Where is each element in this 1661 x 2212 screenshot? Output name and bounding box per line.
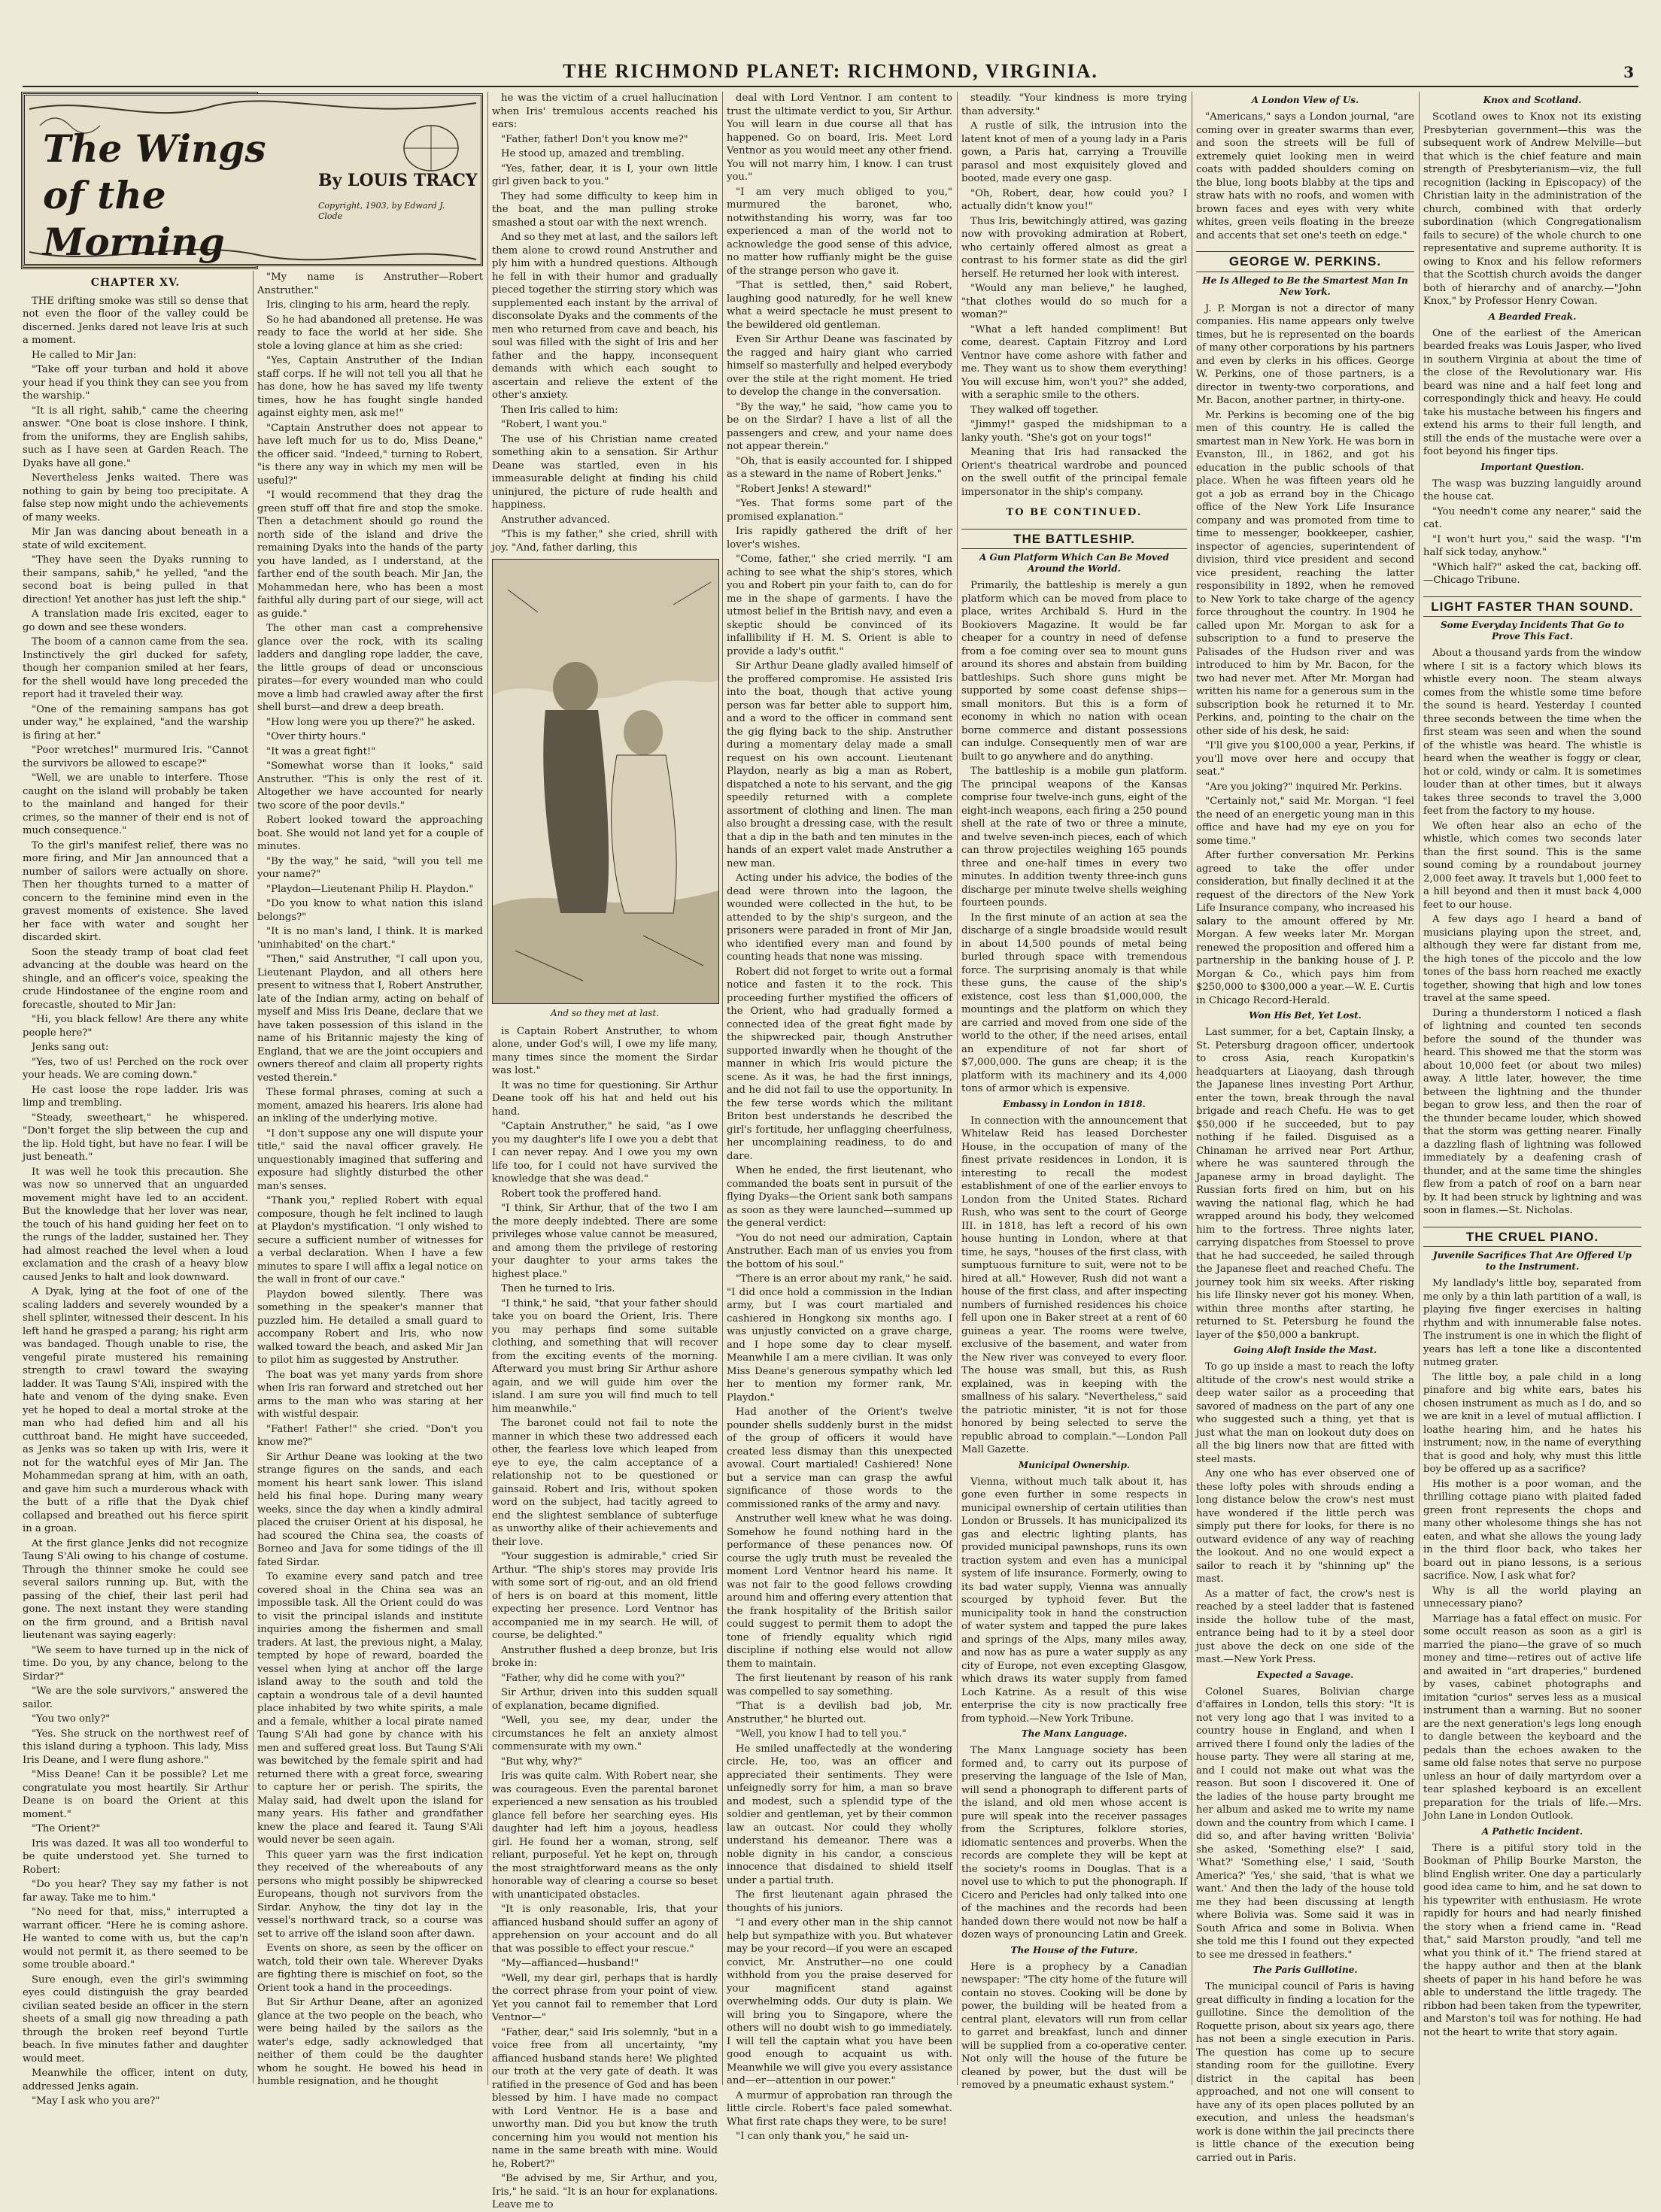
paragraph: Mir Jan was dancing about beneath in a state of wild excitement. xyxy=(23,526,248,551)
paragraph: "Captain Anstruther," he said, "as I owe you my daughter's life I owe you a debt that I can never repay. And I owe you my own life too, for I could not have survived the knowledge that she was dead." xyxy=(492,1121,718,1185)
paragraph: "Then," said Anstruther, "I call upon you, Lieutenant Playdon, and all others here present to witness that I, Robert Anstruther, late of the Indian army, acting on behalf of myself and Miss Iris Deane, declare that we have taken possession of this island in the name of his Britannic majesty the king of England, that we are the joint occupiers and owners thereof and claim all property rights vested therein." xyxy=(257,954,483,1084)
paragraph: It was well he took this precaution. She was now so unnerved that an unguarded movement might have led to an accident. But the knowledge that her lover was near, the touch of his hand guiding her feet on to the rungs of the ladder, sustained her. They had almost reached the level when a loud exclamation and the crash of a heavy blow caused Jenks to halt and look downward. xyxy=(23,1166,248,1283)
paragraph: There is a pitiful story told in the Bookman of Philip Bourke Marston, the blind English writer. One day a particularly good idea came to him, and he sat down to his typewriter with enthusiasm. He wrote rapidly for hours and had nearly finished the story when a friend came in. "Read that," said Marston proudly, "and tell me what you think of it." The friend stared at the happy author and then at the blank sheets of paper in his hand before he was able to understand the little tragedy. The ribbon had been taken from the typewriter, and Marston's toil was for nothing. He had not the heart to write that story again. xyxy=(1423,1842,1641,2038)
paragraph: "Yes. She struck on the northwest reef of this island during a typhoon. This lady, Miss Iris Deane, and I were flung ashore." xyxy=(23,1728,248,1766)
column-rule xyxy=(957,92,958,2085)
reunion-illustration-icon xyxy=(493,560,718,1003)
paragraph: "I don't suppose any one will dispute your title," said the naval officer gravely. He unquestionably imagined that suffering and exposure had slightly disturbed the other man's senses. xyxy=(257,1127,483,1192)
paragraph: "Playdon—Lieutenant Philip H. Playdon." xyxy=(266,883,474,895)
paragraph: "What a left handed compliment! But come, dearest. Captain Fitzroy and Lord Ventnor have come ashore with father and me. They want us to show them everything! You will excuse him, won't you?" she added, with a seraphic smile to the others. xyxy=(961,323,1187,401)
paragraph: "They have seen the Dyaks running to their sampans, sahib," he yelled, "and the second boat is being pulled in that direction! Yet another has just left the ship." xyxy=(23,554,248,605)
paragraph: "Hi, you black fellow! Are there any white people here?" xyxy=(23,1014,248,1039)
paragraph: "Do you know to what nation this island belongs?" xyxy=(257,898,483,923)
paragraph: To examine every sand patch and tree covered shoal in the China sea was an impossible task. All the Orient could do was to visit the principal islands and institute inquiries among the fishermen and small traders. At last, the previous night, a Malay, tempted by hope of reward, boarded the vessel when lying at anchor off the large island away to the south and told the captain a wondrous tale of a devil haunted place inhabited by two white spirits, a male and a female, whither a local pirate named Taung S'Ali had gone by chance with his men and suffered great loss. But Taung S'Ali was bewitched by the female spirit and had returned there with a great force, swearing to capture her or perish. The spirits, the Malay said, had dwelt upon the island for many years. His father and grandfather knew the place and feared it. Taung S'Ali would never be seen again. xyxy=(257,1571,483,1846)
paragraph: So he had abandoned all pretense. He was ready to face the world at her side. She stole a loving glance at him as she cried: xyxy=(257,314,483,352)
paragraph: Iris, clinging to his arm, heard the reply. xyxy=(266,299,470,311)
guillotine-text xyxy=(1196,1980,1414,2165)
paragraph: "But why, why?" xyxy=(501,1755,582,1767)
paragraph: "Certainly not," said Mr. Morgan. "I feel the need of an energetic young man in this office and have had my eye on you for some time." xyxy=(1196,796,1414,847)
paragraph: "How long were you up there?" he asked. xyxy=(266,716,475,728)
serial-col1-text xyxy=(23,295,248,2108)
paragraph: Even Sir Arthur Deane was fascinated by the ragged and hairy giant who carried himself so masterfully and helped everybody over the stile at the right moment. He tried to develop the change in the conversation. xyxy=(727,334,952,398)
pathetic-title: A Pathetic Incident. xyxy=(1481,1825,1584,1837)
paragraph: The battleship is a mobile gun platform. The principal weapons of the Kansas comprise four twelve-inch guns, eight of the eight-inch weapons, each firing a 250 pound shell at the rate of two or three a minute, and twelve seven-inch pieces, each of which can throw projectiles weighing 165 pounds three and one-half times in every two minutes. In addition twenty three-inch guns discharge per minute twelve shells weighing fourteen pounds. xyxy=(961,766,1187,909)
serial-col2-text xyxy=(257,271,483,2089)
paragraph: "Come, father," she cried merrily. "I am aching to see what the ship's stores, which you and Robert pin your faith to, can do for me in the shape of garments. I have the utmost belief in the British navy, and even a skeptic should be convinced of its infallibility if H. M. S. Orient is able to provide a lady's outfit." xyxy=(727,554,952,657)
paragraph: "No need for that, miss," interrupted a warrant officer. "Here he is coming ashore. He wanted to come with us, but the cap'n would not permit it, as there seemed to be some trouble aboard." xyxy=(23,1907,248,1971)
paragraph: The use of his Christian name created something akin to a sensation. Sir Arthur Deane was startled, even in his immeasurable delight at finding his child uninjured, the picture of rude health and happiness. xyxy=(492,433,718,511)
guillotine-title: The Paris Guillotine. xyxy=(1253,1965,1358,1975)
paragraph: A rustle of silk, the intrusion into the latent knot of men of a young lady in a Paris gown, a Paris hat, carrying a Trouville parasol and most exquisitely gloved and booted, made every one gasp. xyxy=(961,120,1187,184)
serial-column-3 xyxy=(492,92,718,2210)
paragraph: Iris rapidly gathered the drift of her lover's wishes. xyxy=(727,526,952,551)
question-text xyxy=(1423,478,1641,587)
paragraph: Sir Arthur Deane gladly availed himself of the proffered compromise. He assisted Iris into the boat, though that active young person was far better able to support him, and a word to the officer in command sent the gig flying back to the ship. Anstruther during a momentary delay made a small request on his own account. Lieutenant Playdon, nearly as big a man as Robert, dispatched a note to his servant, and the gig speedily returned with a complete assortment of clothing and linen. The man also brought a dressing case, with the result that a dip in the bath and ten minutes in the hands of an expert valet made Anstruther a new man. xyxy=(727,660,952,869)
paragraph: "One of the remaining sampans has got under way," he explained, "and the warship is firing at her." xyxy=(23,703,248,742)
paragraph: "It is only reasonable, Iris, that your affianced husband should suffer an agony of apprehension on your account and do all that was possible to effect your rescue." xyxy=(492,1904,718,1955)
masthead-title: THE RICHMOND PLANET: RICHMOND, VIRGINIA. xyxy=(563,60,1098,82)
paragraph: The wasp was buzzing languidly around the house cat. xyxy=(1423,478,1641,502)
paragraph: He called to Mir Jan: xyxy=(32,349,137,361)
paragraph: They had some difficulty to keep him in the boat, and the man pulling stroke smashed a stout oar with the next wrench. xyxy=(492,190,718,229)
paragraph: During a thunderstorm I noticed a flash of lightning and counted ten seconds before the sound of the thunder was heard. This showed me that the storm was about 10,000 feet (or about two miles) away. A little later, however, the time between the lightning and the thunder began to grow less, and then the roar of the thunder became louder, which showed that the storm was getting nearer. Finally a dazzling flash of lightning was followed immediately by a deafening crash of thunder, and at the same time the shingles flew from a patch of roof on a barn near by. It had been struck by lightning and was soon in flames.—St. Nicholas. xyxy=(1423,1007,1641,1216)
paragraph: "You do not need our admiration, Captain Anstruther. Each man of us envies you from the bottom of his soul." xyxy=(727,1232,952,1270)
pathetic-text xyxy=(1423,1842,1641,2040)
paragraph: The boom of a cannon came from the sea. Instinctively the girl ducked for safety, though her companion smiled at her fears, for the shell would have long preceded the report had it traveled their way. xyxy=(23,636,248,700)
paragraph: They walked off together. xyxy=(970,404,1099,416)
serial-headline-panel xyxy=(23,93,483,266)
paragraph: Any one who has ever observed one of these lofty poles with shrouds ending a long distance below the crow's nest must have wondered if the little perch was simply put there for looks, for there is no outward evidence of any way of reaching the lookout. And no one would expect a sailor to reach it by "shinning up" the mast. xyxy=(1196,1468,1414,1585)
paragraph: Sir Arthur, driven into this sudden squall of explanation, became dignified. xyxy=(492,1687,718,1712)
london-view-title: A London View of Us. xyxy=(1251,95,1359,105)
paragraph: "Jimmy!" gasped the midshipman to a lanky youth. "She's got on your togs!" xyxy=(961,419,1187,444)
paragraph: "Are you joking?" inquired Mr. Perkins. xyxy=(1205,781,1402,793)
paragraph: After further conversation Mr. Perkins agreed to take the offer under consideration, but finally declined it at the request of the directors of the New York Life Insurance company, who increased his salary to the amount offered by Mr. Morgan. A few weeks later Mr. Morgan renewed the proposition and offered him a partnership in the banking house of J. P. Morgan & Co., which pays him from $250,000 to $300,000 a year.—W. E. Curtis in Chicago Record-Herald. xyxy=(1196,850,1414,1006)
paragraph: "Miss Deane! Can it be possible? Let me congratulate you most heartily. Sir Arthur Deane is on board the Orient at this moment." xyxy=(23,1769,248,1820)
paragraph: deal with Lord Ventnor. I am content to trust the ultimate verdict to you, Sir Arthur. You will learn in due course all that has happened. Go on board, Iris. Meet Lord Ventnor as you would meet any other friend. You will not marry him, I know. I can trust you." xyxy=(727,93,952,183)
column-6 xyxy=(1196,92,1414,2164)
serial-column-1 xyxy=(23,271,248,2107)
paragraph: The baronet could not fail to note the manner in which these two addressed each other, the fearless love which leaped from eye to eye, the calm acceptance of a relationship not to be questioned or gainsaid. Robert and Iris, without spoken word on the subject, had tacitly agreed to end the slightest semblance of subterfuge as unworthy alike of their achievements and their love. xyxy=(492,1418,718,1548)
paragraph: A translation made Iris excited, eager to go down and see these wonders. xyxy=(23,608,248,633)
paragraph: Jenks sang out: xyxy=(32,1042,109,1053)
paragraph: "My—affianced—husband!" xyxy=(501,1958,639,1969)
paragraph: "Captain Anstruther does not appear to have left much for us to do, Miss Deane," the officer said. "Indeed," turning to Robert, "is there any way in which my men will be useful?" xyxy=(257,422,483,487)
paragraph: Iris was quite calm. With Robert near, she was courageous. Even the parental baronet experienced a new sensation as his troubled glance fell before her searching eyes. His daughter had left him a joyous, headless girl. He found her a woman, strong, self reliant, purposeful. Yet he kept on, through the most straightforward means as the only honorable way of clearing a course so beset with unanticipated obstacles. xyxy=(492,1771,718,1901)
paragraph: steadily. "Your kindness is more trying than adversity." xyxy=(961,93,1187,117)
paragraph: "Well, you see, my dear, under the circumstances he felt an anxiety almost commensurate with my own." xyxy=(492,1715,718,1752)
paragraph: "Yes, two of us! Perched on the rock over your heads. We are coming down." xyxy=(23,1056,248,1081)
paragraph: In the first minute of an action at sea the discharge of a single broadside would result in about 14,500 pounds of metal being burled through space with tremendous force. The surprising anomaly is that while these guns, the cause of the ship's existence, cost less than $1,000,000, the mountings and the platform on which they are carried and moved from one side of the world to the other, if the need arises, entail an expenditure of not far short of $7,000,000. The guns are cheap; it is the platform with its machinery and its 4,000 tons of armor which is expensive. xyxy=(961,912,1187,1094)
serial-col4-text xyxy=(727,92,952,2144)
paragraph: "I can only thank you," he said un- xyxy=(736,2131,909,2142)
paragraph: "Americans," says a London journal, "are coming over in greater swarms than ever, and soon the streets will be full of extremely quiet looking men in weird coats with padded shoulders coming on the blue, long boots blabby at the tips and straw hats with no roofs, and women with brown faces and eyes with very white whites, green veils floating in the breeze and accents that set one's teeth on edge." xyxy=(1196,111,1414,241)
paragraph: When he ended, the first lieutenant, who commanded the boats sent in pursuit of the flying Dyaks—the Orient sank both sampans as soon as they were launched—summed up the general verdict: xyxy=(727,1165,952,1229)
perkins-title: GEORGE W. PERKINS. xyxy=(1196,251,1414,272)
paragraph: The first lieutenant by reason of his rank was compelled to say something. xyxy=(727,1673,952,1698)
paragraph: He smiled unaffectedly at the wondering circle. He, too, was an officer and appreciated their sentiments. They were unfeignedly sorry for him, a man so brave and modest, such a splendid type of the soldier and gentleman, yet by their common law an outcast. Nor could they wholly understand his demeanor. There was a noble dignity in his candor, a conscious innocence that disdained to shield itself under a partial truth. xyxy=(727,1743,952,1886)
paragraph: He stood up, amazed and trembling. xyxy=(501,148,685,159)
chapter-heading: CHAPTER XV. xyxy=(90,277,181,289)
paragraph: Here is a prophecy by a Canadian newspaper: "The city home of the future will contain no stoves. Cooking will be done by power, the building will be heated from a central plant, elevators will run from cellar to garret and breakfast, lunch and dinner will be supplied from a co-operative center. Not only will the house of the future be cleaned by power, but the dust will be removed by a pneumatic exhaust system." xyxy=(961,1961,1187,2091)
paragraph: "I think," he said, "that your father should take you on board the Orient, Iris. There you may perhaps find some suitable clothing, and something that will recover from the exciting events of the morning. Afterward you must bring Sir Arthur ashore again, and we will guide him over the island. I am sure you will find much to tell him meanwhile." xyxy=(492,1297,718,1415)
serial-col3-bottom-text xyxy=(492,1025,718,2212)
piano-subtitle: Juvenile Sacrifices That Are Offered Up to the Instrument. xyxy=(1433,1250,1632,1272)
paragraph: But Sir Arthur Deane, after an agonized glance at the two people on the beach, who were being hailed by the sailors as the water's edge, sadly acknowledged that neither of them could be the daughter whom he sought. He bowed his head in humble resignation, and he thought xyxy=(257,1997,483,2087)
paragraph: "Do you hear? They say my father is not far away. Take me to him." xyxy=(23,1879,248,1904)
battleship-text xyxy=(961,579,1187,1096)
manx-title: The Manx Language. xyxy=(1021,1728,1128,1739)
perkins-subtitle: He Is Alleged to Be the Smartest Man In New York. xyxy=(1202,275,1408,297)
paragraph: "Well, my dear girl, perhaps that is hardly the correct phrase from your point of view. Yet you cannot fail to remember that Lord Ventnor—" xyxy=(492,1972,718,2023)
column-rule xyxy=(253,271,254,2083)
paragraph: The first lieutenant again phrased the thoughts of his juniors. xyxy=(727,1889,952,1914)
paragraph: His mother is a poor woman, and the thrilling cottage piano with plaited faded green front represents the chops and many other wholesome things she has not eaten, and what she allows the young lady in the third floor back, who takes her board out in piano lessons, is a serious sacrifice. Now, I ask what for? xyxy=(1423,1478,1641,1582)
paragraph: "By the way," he said, "how came you to be on the Sirdar? I have a list of all the passengers and crew, and your name does not appear therein." xyxy=(727,401,952,452)
paragraph: he was the victim of a cruel hallucination when Iris' tremulous accents reached his ears: xyxy=(492,93,718,130)
paragraph: "My name is Anstruther—Robert Anstruther." xyxy=(257,272,483,296)
serial-title: The Wings of the Morning xyxy=(43,126,266,264)
paragraph: "Yes, father, dear, it is I, your own little girl given back to you." xyxy=(492,162,718,187)
paragraph: Meaning that Iris had ransacked the Orient's theatrical wardrobe and pounced on the swell outfit of the principal female impersonator in the ship's company. xyxy=(961,447,1187,498)
paragraph: Why is all the world playing an unnecessary piano? xyxy=(1423,1585,1641,1610)
illustration-caption: And so they met at last. xyxy=(550,1008,660,1018)
embassy-text xyxy=(961,1115,1187,1457)
paragraph: "It is all right, sahib," came the cheering answer. "One boat is close inshore. I think, from the uniforms, they are English sahibs, such as I have seen at Garden Reach. The Dyaks have all gone." xyxy=(23,405,248,469)
paragraph: "I and every other man in the ship cannot help but sympathize with you. But whatever may be your record—if you were an escaped convict, Mr. Anstruther—no one could withhold from you the praise deserved for your magnificent stand against overwhelming odds. Our duty is plain. We will bring you to Singapore, where the others will no doubt wish to go immediately. I will tell the captain what you have been good enough to acquaint us with. Meanwhile we will give you every assistance and—er—attention in our power." xyxy=(727,1917,952,2086)
paragraph: "I think, Sir Arthur, that of the two I am the more deeply indebted. There are some privileges whose value cannot be measured, and among them the privilege of restoring your daughter to your arms takes the highest place." xyxy=(492,1203,718,1280)
page-number: 3 xyxy=(1623,63,1634,81)
paragraph: is Captain Robert Anstruther, to whom alone, under God's will, I owe my life many, many times since the moment the Sirdar was lost." xyxy=(492,1025,718,1076)
paragraph: "Yes. That forms some part of the promised explanation." xyxy=(727,498,952,523)
paragraph: The other man cast a comprehensive glance over the rock, with its scaling ladders and dangling rope ladder, the cave, the little groups of dead or unconscious pirates—for every wounded man who could move a limb had crawled away after the first shell burst—and drew a deep breath. xyxy=(257,623,483,713)
paragraph: The boat was yet many yards from shore when Iris ran forward and stretched out her arms to the man who was staring at her with wistful despair. xyxy=(257,1369,483,1420)
sound-title: LIGHT FASTER THAN SOUND. xyxy=(1423,596,1641,617)
paragraph: About a thousand yards from the window where I sit is a factory which blows its whistle every noon. The steam always comes from the whistle some time before the sound is heard. Yesterday I counted three seconds between the time when the first steam was seen and when the sound of the whistle was heard. The whistle is heard when the weather is foggy or clear, hot or cold, windy or calm. It is sometimes louder than at other times, but it always takes three seconds to travel the 3,000 feet from the factory to my house. xyxy=(1423,648,1641,817)
paragraph: Anstruther flushed a deep bronze, but Iris broke in: xyxy=(492,1644,718,1669)
paragraph: "Over thirty hours." xyxy=(266,731,366,742)
to-be-continued: TO BE CONTINUED. xyxy=(1006,507,1143,518)
paragraph: A murmur of approbation ran through the little circle. Robert's face paled somewhat. What first rate chaps they were, to be sure! xyxy=(727,2089,952,2128)
mast-text xyxy=(1196,1361,1414,1667)
paragraph: Acting under his advice, the bodies of the dead were thrown into the lagoon, the wounded were collected in the hut, to be attended to by the ship's surgeon, and the prisoners were paraded in front of Mir Jan, who identified every man and found by counting heads that none was missing. xyxy=(727,872,952,963)
paragraph: "That is a devilish bad job, Mr. Anstruther," he blurted out. xyxy=(727,1701,952,1725)
paragraph: "It is no man's land, I think. It is marked 'uninhabited' on the chart." xyxy=(257,926,483,951)
paragraph: The municipal council of Paris is having great difficulty in finding a location for the guillotine. Since the demolition of the Roquette prison, about six years ago, there has not been a single execution in Paris. The question has come up to secure standing room for the guillotine. Every district in the capital has been approached, and not one will consent to have any of its open places polluted by an execution, and unless the headsman's work is done within the jail precincts there is little chance of the execution being carried out in Paris. xyxy=(1196,1981,1414,2164)
paragraph: "Father, father! Don't you know me?" xyxy=(501,133,688,145)
paragraph: Sir Arthur Deane was looking at the two strange figures on the sands, and each moment his heart sank lower. This island held his final hope. During many weary weeks, since the day when a kindly admiral placed the cruiser Orient at his disposal, he had scoured the China sea, the coasts of Borneo and Java for some tidings of the ill fated Sirdar. xyxy=(257,1451,483,1568)
paragraph: "Father! Father!" she cried. "Don't you know me?" xyxy=(257,1423,483,1448)
paragraph: The little boy, a pale child in a long pinafore and big white ears, bates his chosen instrument as much as I do, and so we are knit in a level of mutual affliction. I loathe hearing him, and he hates his instrument; now, in the name of everything that is good and holy, why must this little boy be offered up as a sacrifice? xyxy=(1423,1371,1641,1475)
paragraph: Mr. Perkins is becoming one of the big men of this country. He is called the smartest man in New York. He was born in Evanston, Ill., in 1862, and got his education in the public schools of that place. When he was fifteen years old he got a job as errand boy in the Chicago office of the New York Life Insurance company and was promoted from time to time to messenger, bookkeeper, cashier, inspector of agencies, superintendent of division, third vice president and second vice president, reaching the latter responsibility in 1892, when he removed to New York to take charge of the agency force throughout the country. In 1904 he called upon Mr. Morgan to ask for a subscription to a fund to preserve the Palisades of the Hudson river and was introduced to him by Mr. Bacon, for the two had never met. After Mr. Morgan had written his name for a generous sum in the subscription book he returned it to Mr. Perkins, and, pointing to the chair on the other side of his desk, he said: xyxy=(1196,409,1414,737)
mast-title: Going Aloft Inside the Mast. xyxy=(1233,1345,1377,1355)
paragraph: Anstruther advanced. xyxy=(501,514,610,526)
serial-author: By LOUIS TRACY xyxy=(318,171,478,190)
sound-text xyxy=(1423,647,1641,1218)
paragraph: We often hear also an echo of the whistle, which comes two seconds later than the first sound. This is the same sound coming by a roundabout journey 2,000 feet away. It travels but 1,000 feet to a hill beyond and then it must back 4,000 feet to our house. xyxy=(1423,820,1641,911)
paragraph: A few days ago I heard a band of musicians playing upon the street, and, although they were far distant from me, the high tones of the piccolo and the low tones of the bass horn reached me exactly together, showing that high and low tones travel at the same speed. xyxy=(1423,914,1641,1004)
paragraph: "Thank you," replied Robert with equal composure, though he felt inclined to laugh at Playdon's mystification. "I only wished to secure a sufficient number of witnesses for a verbal declaration. When I have a few minutes to spare I will affix a legal notice on the wall in front of our cave." xyxy=(257,1195,483,1285)
perkins-text xyxy=(1196,302,1414,1008)
paragraph: Playdon bowed silently. There was something in the speaker's manner that puzzled him. He detailed a small guard to accompany Robert and Iris, who now walked toward the beach, and asked Mir Jan to pilot him as suggested by Anstruther. xyxy=(257,1288,483,1366)
paragraph: "This is my father," she cried, shrill with joy. "And, father darling, this xyxy=(492,529,718,554)
masthead xyxy=(23,45,1638,87)
battleship-subtitle: A Gun Platform Which Can Be Moved Around the World. xyxy=(979,552,1170,574)
paragraph: My landlady's little boy, separated from me only by a thin lath partition of a wall, is playing five finger exercises in halting rhythm and with innumerable false notes. The instrument is one in which the flight of years has left a tone like a discontented nutmeg grater. xyxy=(1423,1278,1641,1368)
paragraph: "Father, dear," said Iris solemnly, "but in a voice free from all uncertainty, "my affianced husband stands here! We plighted our troth at the very gate of death. It was ratified in the presence of God and has been blessed by him. I have made no compact with Lord Ventnor. He is a base and unworthy man. Did you but know the truth concerning him you would not mention his name in the same breath with mine. Would he, Robert?" xyxy=(492,2026,718,2170)
paragraph: Robert did not forget to write out a formal notice and fasten it to the rock. This proceeding further mystified the officers of the Orient, who had gradually formed a connected idea of the great fight made by the shipwrecked pair, though Anstruther supported inwardly when he thought of the manner in which Iris would picture the scene. As it was, he had the first innings, and he did not fail to use the opportunity. In the few terse words which the militant Briton best understands he described the girl's fortitude, her unflagging cheerfulness, her uncomplaining readiness, to do and dare. xyxy=(727,966,952,1162)
serial-col5-text xyxy=(961,92,1187,499)
paragraph: Robert looked toward the approaching boat. She would not land yet for a couple of minutes. xyxy=(257,815,483,852)
paragraph: Marriage has a fatal effect on music. For some occult reason as soon as a girl is married the piano—the grave of so much money and time—retires out of active life and awaited in "art draperies," burdened by vases, cabinet photographs and imitation "curios" serves less as a musical instrument than a warning. But no sooner are the next generation's legs long enough to dangle between the keyboard and the pedals than the echoes awaken to the same old false notes that serve no purpose unless an hour of daily martyrdom over a tear splashed keyboard is an excellent preparation for the trials of life.—Mrs. John Lane in London Outlook. xyxy=(1423,1613,1641,1822)
column-7 xyxy=(1423,92,1641,2085)
paragraph: "Take off your turban and hold it above your head if you think they can see you from the warship." xyxy=(23,364,248,402)
paragraph: And so they met at last, and the sailors left them alone to crowd round Anstruther and ply him with a hundred questions. Although he fell in with their humor and gradually pieced together the stirring story which was supplemented each instant by the arrival of disconsolate Dyaks and the comments of the men who returned from cave and beach, his soul was filled with the sight of Iris and her father and the happy, inconsequent demands with which each sought to ascertain and relieve the extent of the other's anxiety. xyxy=(492,232,718,401)
paragraph: "Your suggestion is admirable," cried Sir Arthur. "The ship's stores may provide Iris with some sort of rig-out, and an old friend of hers is on board at this moment, little expecting her presence. Lord Ventnor has accompanied me in my search. He will, of course, be delighted." xyxy=(492,1551,718,1641)
future-text xyxy=(961,1961,1187,2092)
paragraph: "By the way," he said, "will you tell me your name?" xyxy=(257,855,483,880)
paragraph: This queer yarn was the first indication they received of the whereabouts of any persons who might possibly be shipwrecked Europeans, though not survivors from the Sirdar. Anyhow, the tiny dot lay in the vessel's northward track, so a course was set to arrive off the island soon after dawn. xyxy=(257,1849,483,1940)
paragraph: "Robert Jenks! A steward!" xyxy=(736,483,872,495)
paragraph: "Would any man believe," he laughed, "that clothes would do so much for a woman?" xyxy=(961,283,1187,320)
paragraph: "You needn't come any nearer," said the cat. xyxy=(1423,505,1641,530)
paragraph: Last summer, for a bet, Captain Ilnsky, a St. Petersburg dragoon officer, undertook to cross Asia, reach Kuropatkin's headquarters at Liaoyang, dash through the Japanese lines investing Port Arthur, enter the town, break through the naval brigade and reach Chefu. He was to get $50,000 if he succeeded, but to pay nothing if he failed. Disguised as a Chinaman he arrived near Port Arthur, where he was sauntered through the Japanese army in broad daylight. The Russian forts fired on him, but on his waving the national flag, which he had wrapped around his body, they welcomed him to the fortress. Three nights later, carrying dispatches from Stoessel to prove that he had succeeded, he sailed through the Japanese fleet and reached Chefu. The journey took him six weeks. After risking his life Ilinsky never got his money. When, within three months after starting, he returned to St. Petersburg he found the layer of the $50,000 a bankrupt. xyxy=(1196,1027,1414,1341)
london-view-text xyxy=(1196,111,1414,242)
municipal-text xyxy=(961,1476,1187,1726)
paragraph: To the girl's manifest relief, there was no more firing, and Mir Jan announced that a number of sailors were actually on shore. Then her thoughts turned to a matter of concern to the feminine mind even in the gravest moments of existence. She laved her face with water and sought her discarded skirt. xyxy=(23,839,248,943)
paragraph: Primarily, the battleship is merely a gun platform which can be moved from place to place, writes Archibald S. Hurd in the Bookiovers Magazine. It would be far cheaper for a country in need of defense from a foe coming over sea to mount guns around its shores and abstain from building battleships. Such shore guns might be supported by some coast defense ships—small monitors. But this is a form of economy in which no nation with ocean borne commerce and distant possessions can indulge. Consequently men of war are built to go anywhere and do anything. xyxy=(961,580,1187,763)
piano-title: THE CRUEL PIANO. xyxy=(1423,1227,1641,1248)
paragraph: Robert took the proffered hand. xyxy=(501,1188,662,1200)
paragraph: Vienna, without much talk about it, has gone even further in some respects in municipal ownership of certain utilities than London or Brussels. It has municipalized its gas and electric lighting plants, has provided municipal pawnshops, runs its own traction system and even has a municipal system of life insurance. Formerly, owing to its bad water supply, Vienna was annually scourged by typhoid fever. But the municipality took in hand the construction of water system and tapped the pure lakes and springs of the Alps, many miles away, and now has as pure a water supply as any city of Europe, not even excepting Glasgow, which draws its water supply from famed Loch Katrine. As a result of this wise enterprise the city is now practically free from typhoid.—New York Tribune. xyxy=(961,1476,1187,1725)
municipal-title: Municipal Ownership. xyxy=(1018,1459,1131,1470)
paragraph: As a matter of fact, the crow's nest is reached by a steel ladder that is fastened inside the hollow tube of the mast, entrance being had to it by a steel door just above the deck on one side of the mast.—New York Press. xyxy=(1196,1588,1414,1665)
paragraph: "I'll give you $100,000 a year, Perkins, if you'll move over here and occupy that seat." xyxy=(1196,740,1414,778)
column-rule xyxy=(487,92,488,2085)
illustration-reunion xyxy=(492,559,719,1004)
paragraph: At the first glance Jenks did not recognize Taung S'Ali owing to his change of costume. Through the thinner smoke he could see several sailors running up. But, with the passing of the chief, their last peril had gone. The next instant they were standing on the firm ground, and a British naval lieutenant was saying eagerly: xyxy=(23,1537,248,1641)
knox-title: Knox and Scotland. xyxy=(1483,95,1582,105)
paragraph: "Which half?" asked the cat, backing off.—Chicago Tribune. xyxy=(1423,561,1641,586)
paragraph: Colonel Suares, Bolivian charge d'affaires in London, tells this story: "It is not very long ago that I was invited to a country house in England, and when I arrived there I found only the ladies of the house party. They were all staring at me, and I could not make out what was the reason. But soon I discovered it. One of the ladies of the house party brought me her album and asked me to write my name down and the country from which I came. I did so, and after having written 'Bolivia' she asked, 'Something else?' I said, 'What?' 'Something else,' I said, 'South America?' 'Yes,' she said, 'that is what we want.' And then the lady of the house told me they had been discussing at length where Bolivia was. Some said it was in South Africa and some in Bolivia. When she told me this I found out they expected to see me dressed in feathers." xyxy=(1196,1686,1414,1961)
column-rule xyxy=(722,92,723,2085)
paragraph: Anstruther well knew what he was doing. Somehow he found nothing hard in the performance of these penances now. Of course the ugly truth must be revealed the moment Lord Ventnor heard his name. It was not fair to the good fellows crowding around him and offering every attention that the frank hospitality of the British sailor could suggest to permit them to adopt the tone of friendly equality which rigid discipline if nothing else would not allow them to maintain. xyxy=(727,1513,952,1670)
paragraph: "That is settled, then," said Robert, laughing good naturedly, for he well knew what a weird spectacle he must present to the bewildered old gentleman. xyxy=(727,280,952,331)
manx-text xyxy=(961,1744,1187,1942)
bet-text xyxy=(1196,1026,1414,1342)
serial-column-2 xyxy=(257,271,483,2087)
paragraph: "I would recommend that they drag the green stuff off that fire and stop the smoke. Then a detachment should go round the north side of the island and drive the remaining Dyaks into the hands of the party you have landed, as I understand, at the farther end of the south beach. Mir Jan, the Mohammedan here, who has been a most faithful ally during part of our siege, will act as guide." xyxy=(257,490,483,620)
paragraph: Soon the steady tramp of boat clad feet advancing at the double was heard on the shingle, and an officer's voice, speaking the crude Hindostanee of the engine room and forecastle, shouted to Mir Jan: xyxy=(23,946,248,1011)
bearded-text xyxy=(1423,327,1641,459)
paragraph: The Manx Language society has been formed and, to carry out its purpose of preserving the language of the Isle of Man, will send a phonograph to different parts of the island, and old men whose accent is pure will speak into the receiver passages from the Scriptures, folklore stories, idiomatic sentences and proverbs. When the records are complete they will be kept at the society's rooms in Douglas. That is a novel use to which to put the phonograph. If Cicero and Pericles had only talked into one of the machines and the records had been handed down there would not now be half a dozen ways of pronouncing Latin and Greek. xyxy=(961,1745,1187,1940)
future-title: The House of the Future. xyxy=(1010,1944,1138,1956)
serial-column-4 xyxy=(727,92,952,2142)
paragraph: Then Iris called to him: xyxy=(501,404,618,416)
paragraph: "Oh, Robert, dear, how could you? I actually didn't know you!" xyxy=(961,187,1187,212)
paragraph: Then he turned to Iris. xyxy=(501,1283,615,1294)
serial-copyright: Copyright, 1903, by Edward J. Clode xyxy=(318,201,445,221)
paragraph: He cast loose the rope ladder. Iris was limp and trembling. xyxy=(23,1084,248,1109)
paragraph: "Well, we are unable to interfere. Those caught on the island will probably be taken to the mainland and hanged for their crimes, so the manner of their end is not of much consequence." xyxy=(23,772,248,836)
paragraph: "Steady, sweetheart," he whispered. "Don't forget the slip between the cup and the lip. Hold tight, but have no fear. I will be just beneath." xyxy=(23,1112,248,1163)
serial-col3-top-text xyxy=(492,92,718,554)
bet-title: Won His Bet, Yet Lost. xyxy=(1249,1010,1362,1021)
paragraph: "Somewhat worse than it looks," said Anstruther. "This is only the rest of it. Altogether we have accounted for nearly two score of the poor devils." xyxy=(257,760,483,812)
paragraph: "Be advised by me, Sir Arthur, and you, Iris," he said. "It is an hour for explanations. Leave me to xyxy=(492,2173,718,2210)
column-5 xyxy=(961,92,1187,2091)
paragraph: "There is an error about my rank," he said. "I did once hold a commission in the Indian army, but I was court martialed and cashiered in Hongkong six months ago. I was unjustly convicted on a grave charge, and I hope some day to clear myself. Meanwhile I am a mere civilian. It was only Miss Deane's generous sympathy which led her to mention my former rank, Mr. Playdon." xyxy=(727,1273,952,1403)
paragraph: "You two only?" xyxy=(32,1713,111,1725)
knox-text xyxy=(1423,111,1641,308)
paragraph: Had another of the Orient's twelve pounder shells suddenly burst in the midst of the group of officers it would have created less dismay than this unexpected avowal. Court martialed! Cashiered! None but a service man can grasp the awful significance of those words to the commissioned ranks of the army and navy. xyxy=(727,1406,952,1510)
paragraph: Events on shore, as seen by the officer on watch, told their own tale. Wherever Dyaks are fighting there is mischief on foot, so the Orient took a hand in the proceedings. xyxy=(257,1943,483,1994)
paragraph: THE drifting smoke was still so dense that not even the floor of the valley could be discerned. Jenks dared not leave Iris at such a moment. xyxy=(23,295,248,346)
paragraph: Iris was dazed. It was all too wonderful to be quite understood yet. She turned to Robert: xyxy=(23,1837,248,1876)
sound-subtitle: Some Everyday Incidents That Go to Prove This Fact. xyxy=(1440,620,1625,642)
paragraph: "I won't hurt you," said the wasp. "I'm half sick today, anyhow." xyxy=(1423,533,1641,558)
savage-title: Expected a Savage. xyxy=(1256,1669,1354,1680)
column-rule xyxy=(1419,92,1420,2085)
paragraph: "It was a great fight!" xyxy=(266,745,376,757)
battleship-title: THE BATTLESHIP. xyxy=(961,529,1187,550)
paragraph: In connection with the announcement that Whitelaw Reid has leased Dorchester House, in the occupation of many of the finest private residences in London, it is interesting to recall the modest establishment of one of the earlier envoys to London from the United States. Richard Rush, who was sent to the court of George III. in 1818, has left a record of his own house hunting in London, where at that time, he says, "houses of the first class, with sumptuous furniture to suit, were not to be hired at all." However, Rush did not want a house of the first class, and after inspecting numbers of furnished residences his choice fell upon one in Baker street at a rent of 60 guineas a year. The rooms were twelve, exclusive of the basement, and water from the New river was conveyed to every floor. The house was small, but this, as Rush explained, was in keeping with the smallness of his salary. "Nevertheless," said the patriotic minister, "it is not for those honored by being selected to serve the republic abroad to complain."—London Pall Mall Gazette. xyxy=(961,1115,1187,1455)
paragraph: Meanwhile the officer, intent on duty, addressed Jenks again. xyxy=(23,2068,248,2092)
paragraph: Nevertheless Jenks waited. There was nothing to gain by being too precipitate. A false step now might undo the achievements of many weeks. xyxy=(23,472,248,523)
paragraph: J. P. Morgan is not a director of many companies. His name appears only twelve times, but he is represented on the boards of many other corporations by his partners and even by clerks in his offices. George W. Perkins, one of those partners, is a director in twenty-two corporations, and Mr. Bacon, another partner, in thirty-one. xyxy=(1196,302,1414,406)
paragraph: "Poor wretches!" murmured Iris. "Cannot the survivors be allowed to escape?" xyxy=(23,745,248,769)
bearded-title: A Bearded Freak. xyxy=(1488,311,1577,322)
paragraph: "We seem to have turned up in the nick of time. Do you, by any chance, belong to the Sirdar?" xyxy=(23,1644,248,1683)
paragraph: "I am very much obliged to you," murmured the baronet, who, notwithstanding his worry, was far too experienced a man of the world not to acknowledge the good sense of this advice, no matter how ruffianly might be the guise of the strange person who gave it. xyxy=(727,186,952,277)
embassy-title: Embassy in London in 1818. xyxy=(1003,1098,1146,1109)
paragraph: "Well, you know I had to tell you." xyxy=(736,1728,906,1740)
paragraph: "The Orient?" xyxy=(32,1823,101,1834)
piano-text xyxy=(1423,1277,1641,1823)
paragraph: These formal phrases, coming at such a moment, amazed his hearers. Iris alone had an inkling of the underlying motive. xyxy=(257,1087,483,1124)
paragraph: A Dyak, lying at the foot of one of the scaling ladders and severely wounded by a shell splinter, witnessed their descent. In his left hand he grasped a parang; his right arm was bandaged. Though unable to rise, the vengeful pirate mustered his remaining strength to crawl toward the swaying ladder. It was Taung S'Ali, inspired with the hate and venom of the dying snake. Even yet he hoped to deal a mortal stroke at the man who had defied him and all his cutthroat band. He might have succeeded, as Jenks was so taken up with Iris, were it not for the watchful eyes of Mir Jan. The Mohammedan sprang at him, with an oath, and gave him such a murderous whack with the butt of a rifle that the Dyak chief collapsed and breathed out his fierce spirit in a groan. xyxy=(23,1286,248,1534)
paragraph: "Father, why did he come with you?" xyxy=(501,1672,685,1684)
paragraph: One of the earliest of the American bearded freaks was Louis Jasper, who lived in southern Virginia at about the time of the close of the Revolutionary war. His beard was nine and a half feet long and correspondingly thick and heavy. He could take his mustache between his fingers and extend his arms to their full length, and still the ends of the mustache were over a foot beyond his finger tips. xyxy=(1423,327,1641,457)
paragraph: "Oh, that is easily accounted for. I shipped as a steward in the name of Robert Jenks." xyxy=(727,455,952,480)
paragraph: "May I ask who you are?" xyxy=(32,2095,160,2107)
savage-text xyxy=(1196,1686,1414,1962)
question-title: Important Question. xyxy=(1480,461,1584,472)
paragraph: Thus Iris, bewitchingly attired, was gazing now with provoking admiration at Robert, who certainly offered almost as great a contrast to his former state as did the girl herself. He returned her look with interest. xyxy=(961,215,1187,280)
paragraph: It was no time for questioning. Sir Arthur Deane took off his hat and held out his hand. xyxy=(492,1079,718,1118)
paragraph: "We are the sole survivors," answered the sailor. xyxy=(23,1686,248,1710)
paragraph: Scotland owes to Knox not its existing Presbyterian government—this was the subsequent work of Andrew Melville—but that which is the chief feature and main strength of Presbyterianism—viz, the full recognition (lacking in Episcopacy) of the Christian laity in the administration of the church, combined with that orderly subordination (which Congregationalism fails to secure) of the whole church to one representative and supreme authority. It is owing to Knox and his fellow reformers that the Scottish church avoids the danger both of hierarchy and of anarchy.—"John Knox," by Professor Henry Cowan. xyxy=(1423,111,1641,307)
paragraph: Sure enough, even the girl's swimming eyes could distinguish the gray bearded civilian seated beside an officer in the stern sheets of a small gig now threading a path through the broken reef beyond Turtle beach. In five minutes father and daughter would meet. xyxy=(23,1974,248,2065)
paragraph: To go up inside a mast to reach the lofty altitude of the crow's nest would strike a deep water sailor as a proceeding that savored of madness on the part of any one who suggested such a thing, yet that is just what the man on lookout duty does on all the big liners now that are fitted with steel masts. xyxy=(1196,1361,1414,1465)
paragraph: "Yes, Captain Anstruther of the Indian staff corps. If he will not tell you all that he has done, how he has saved my life twenty times, how he has fought single handed against eighty men, ask me!" xyxy=(257,355,483,419)
paragraph: "Robert, I want you." xyxy=(501,419,607,430)
